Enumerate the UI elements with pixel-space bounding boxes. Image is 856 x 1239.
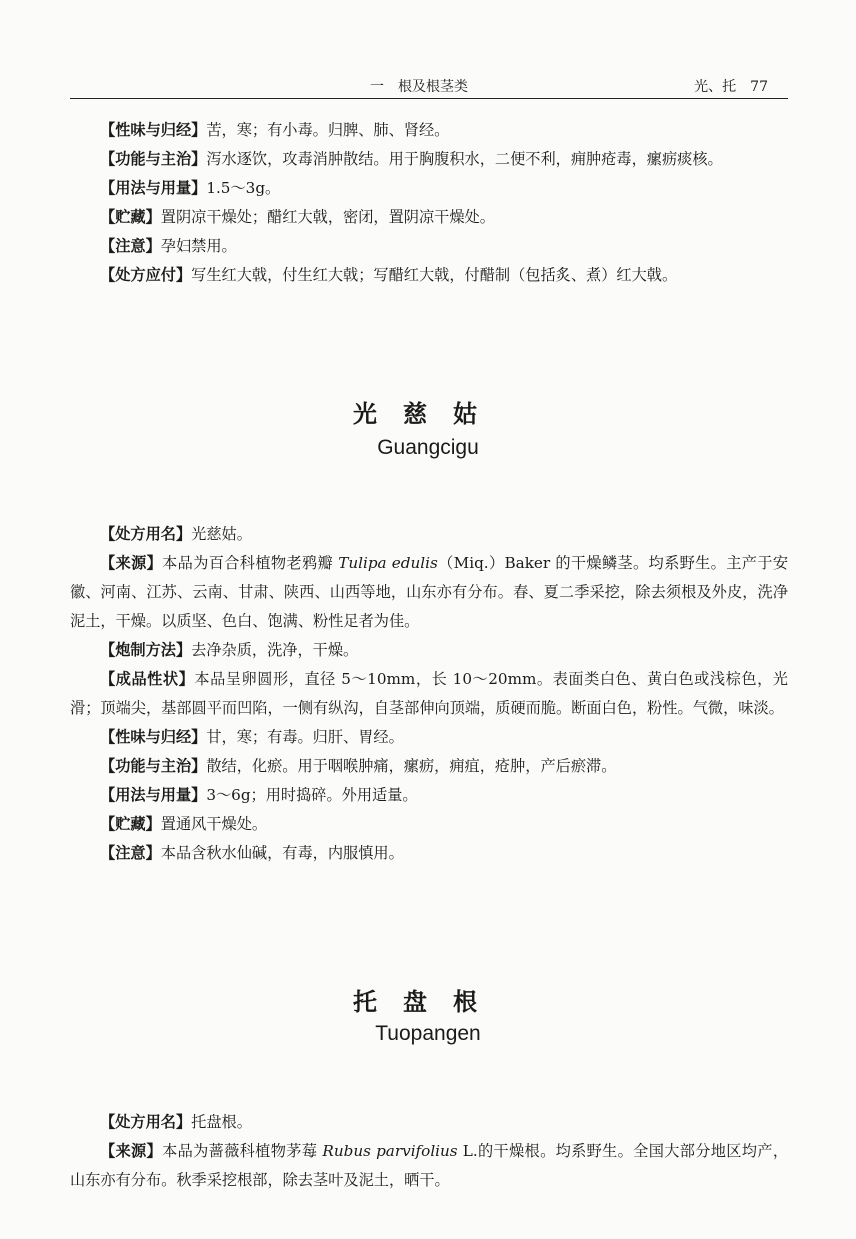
running-head	[70, 72, 788, 99]
paragraph	[70, 839, 788, 868]
field-label: 【贮藏】	[100, 815, 161, 833]
field-text: 托盘根。	[191, 1113, 252, 1131]
field-label: 【处方应付】	[100, 266, 192, 284]
paragraph	[70, 810, 788, 839]
paragraph	[70, 520, 788, 549]
paragraph	[70, 145, 788, 174]
entry-body	[70, 520, 788, 868]
previous-entry	[70, 116, 788, 290]
field-text: L.的干燥根。均系野生。全国大部分地区均产，山东亦有分布。秋季采挖根部，除去茎叶及泥土，晒干。	[70, 1142, 789, 1189]
entry-pinyin: Tuopangen	[375, 1022, 481, 1045]
field-text: 孕妇禁用。	[160, 237, 237, 255]
field-label: 【处方用名】	[100, 525, 192, 543]
paragraph	[70, 781, 788, 810]
field-label: 【功能与主治】	[100, 150, 207, 168]
field-text: 光慈姑。	[191, 525, 252, 543]
entry-title: 托盘根	[353, 988, 503, 1016]
paragraph	[70, 174, 788, 203]
paragraph	[70, 549, 788, 636]
paragraph	[70, 665, 788, 723]
latin-name: Rubus parvifolius	[322, 1142, 458, 1160]
paragraph	[70, 116, 788, 145]
field-text: 苦，寒；有小毒。归脾、肺、肾经。	[206, 121, 450, 139]
field-text: 3～6g；用时捣碎。外用适量。	[206, 786, 418, 804]
field-label: 【来源】	[100, 1142, 163, 1160]
field-text: 本品为百合科植物老鸦瓣	[162, 554, 339, 572]
field-text: 置阴凉干燥处；醋红大戟，密闭，置阴凉干燥处。	[160, 208, 495, 226]
field-label: 【贮藏】	[100, 208, 161, 226]
field-text: 泻水逐饮，攻毒消肿散结。用于胸腹积水，二便不利，痈肿疮毒，瘰疬痰核。	[206, 150, 723, 168]
paragraph	[70, 261, 788, 290]
page-reference: 光、托 77	[694, 79, 768, 95]
field-text: 本品含秋水仙碱，有毒，内服慎用。	[160, 844, 404, 862]
field-text: 1.5～3g。	[206, 179, 281, 197]
field-label: 【性味与归经】	[100, 121, 207, 139]
field-label: 【用法与用量】	[100, 786, 207, 804]
field-text: （Miq.）Baker 的干燥鳞茎。均系野生。主产于安徽、河南、江苏、云南、甘肃、陕西、山西等地，山东亦有分布。春、夏二季采挖，除去须根及外皮，洗净泥土，干燥。以质坚、色白、饱满、粉性足者为佳。	[70, 554, 789, 630]
field-label: 【用法与用量】	[100, 179, 207, 197]
field-text: 去净杂质，洗净，干燥。	[191, 641, 359, 659]
paragraph	[70, 1137, 788, 1195]
section-title: 一 根及根茎类	[370, 79, 468, 95]
field-label: 【功能与主治】	[100, 757, 207, 775]
field-text: 写生红大戟，付生红大戟；写醋红大戟，付醋制（包括炙、煮）红大戟。	[191, 266, 678, 284]
paragraph	[70, 723, 788, 752]
field-label: 【性味与归经】	[100, 728, 207, 746]
paragraph	[70, 203, 788, 232]
entry-title: 光慈姑	[353, 400, 503, 428]
field-label: 【注意】	[100, 237, 161, 255]
field-label: 【成品性状】	[100, 670, 195, 688]
field-text: 散结，化瘀。用于咽喉肿痛，瘰疬，痈疽，疮肿，产后瘀滞。	[206, 757, 617, 775]
paragraph	[70, 636, 788, 665]
latin-name: Tulipa edulis	[338, 554, 438, 572]
field-text: 本品为蔷薇科植物茅莓	[162, 1142, 323, 1160]
entry-body	[70, 1108, 788, 1195]
field-text: 本品呈卵圆形，直径 5～10mm，长 10～20mm。表面类白色、黄白色或浅棕色，光滑；顶端尖，基部圆平而凹陷，一侧有纵沟，自茎部伸向顶端，质硬而脆。断面白色，粉性。气微，味淡。	[70, 670, 788, 717]
field-text: 置通风干燥处。	[160, 815, 268, 833]
entry-pinyin: Guangcigu	[377, 436, 479, 459]
paragraph	[70, 752, 788, 781]
field-label: 【炮制方法】	[100, 641, 192, 659]
field-label: 【来源】	[100, 554, 163, 572]
field-label: 【注意】	[100, 844, 161, 862]
paragraph	[70, 232, 788, 261]
field-label: 【处方用名】	[100, 1113, 192, 1131]
field-text: 甘，寒；有毒。归肝、胃经。	[206, 728, 404, 746]
paragraph	[70, 1108, 788, 1137]
